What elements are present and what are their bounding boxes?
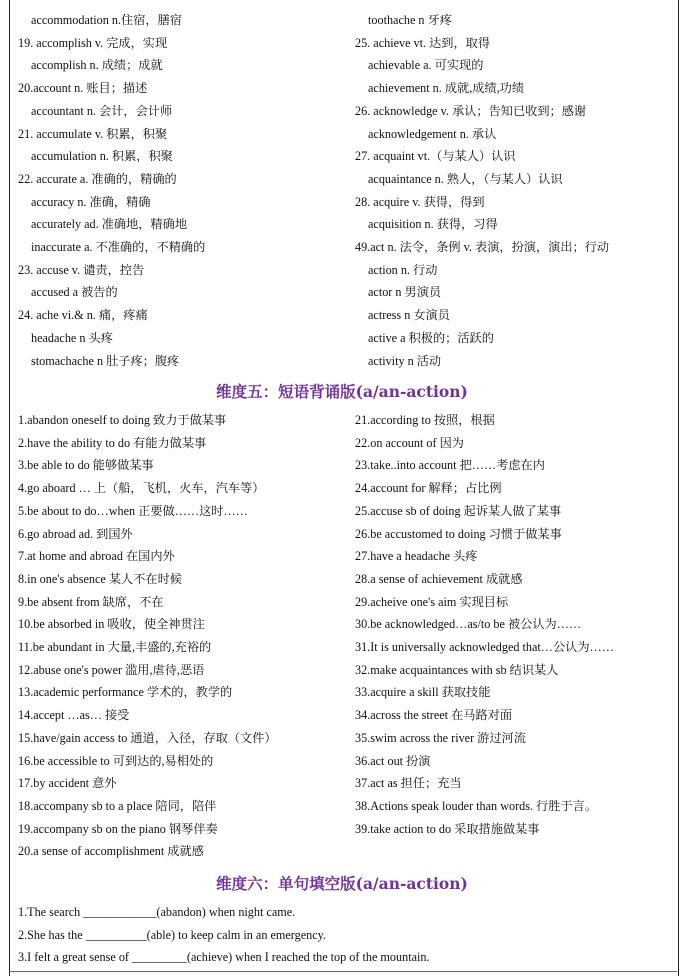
phrase-entry: 23.take..into account 把……考虑在内 [355, 458, 545, 473]
phrase-entry: 4.go aboard … 上（船，飞机，火车，汽车等） [18, 481, 265, 496]
vocab-entry: accurately ad. 准确地，精确地 [31, 217, 188, 232]
phrase-entry: 38.Actions speak louder than words. 行胜于言。 [355, 798, 598, 813]
vocab-entry: action n. 行动 [368, 262, 438, 277]
phrase-entry: 7.at home and abroad 在国内外 [18, 549, 175, 564]
phrase-entry: 30.be acknowledged…as/to be 被公认为…… [355, 617, 582, 632]
vocab-entry: acknowledgement n. 承认 [368, 126, 497, 141]
phrase-entry: 37.act as 担任；充当 [355, 776, 462, 791]
phrase-entry: 29.acheive one's aim 实现目标 [355, 594, 509, 609]
vocab-entry: 28. acquire v. 获得，得到 [355, 194, 485, 209]
phrase-entry: 24.account for 解释；占比例 [355, 481, 502, 496]
vocab-entry: inaccurate a. 不准确的，不精确的 [31, 240, 206, 254]
phrase-entry: 25.accuse sb of doing 起诉某人做了某事 [355, 503, 562, 518]
vocab-entry: accused a 被告的 [31, 285, 118, 300]
phrase-entry: 13.academic performance 学术的，教学的 [18, 685, 233, 700]
vocab-entry: 22. accurate a. 准确的，精确的 [18, 171, 177, 186]
phrase-entry: 32.make acquaintances with sb 结识某人 [355, 662, 559, 677]
phrase-entry: 5.be about to do…when 正要做……这时…… [18, 503, 248, 518]
phrase-entry: 21.according to 按照，根据 [355, 413, 495, 427]
vocab-entry: 21. accumulate v. 积累，积聚 [18, 126, 168, 141]
vocab-entry: 27. acquaint vt.（与某人）认识 [355, 149, 516, 164]
vocab-entry: accuracy n. 准确，精确 [31, 194, 151, 209]
vocab-entry: 23. accuse v. 谴责，控告 [18, 262, 145, 277]
vocab-entry: activity n 活动 [368, 353, 442, 368]
phrase-entry: 14.accept …as… 接受 [18, 708, 130, 723]
vocab-entry: 26. acknowledge v. 承认；告知已收到；感谢 [355, 103, 587, 118]
phrase-entry: 8.in one's absence 某人不在时候 [18, 571, 182, 586]
phrase-entry: 3.be able to do 能够做某事 [18, 458, 154, 473]
vocab-entry: headache n 头疼 [31, 330, 113, 345]
phrase-entry: 34.across the street 在马路对面 [355, 708, 513, 723]
vocab-entry: actress n 女演员 [368, 308, 450, 323]
phrase-entry: 2.have the ability to do 有能力做某事 [18, 435, 207, 450]
vocab-entry: achievement n. 成就,成绩,功绩 [368, 81, 525, 96]
phrase-entry: 17.by accident 意外 [18, 776, 117, 791]
phrase-entry: 15.have/gain access to 通道，入径，存取（文件） [18, 730, 277, 745]
section-heading-5: 维度五：短语背诵版(a/an-action) [216, 382, 468, 401]
phrase-entry: 18.accompany sb to a place 陪同，陪伴 [18, 798, 217, 813]
phrase-entry: 12.abuse one's power 滥用,虐待,恶语 [18, 662, 205, 677]
phrase-entry: 36.act out 扮演 [355, 753, 431, 768]
section-heading-6: 维度六：单句填空版(a/an-action) [216, 874, 468, 893]
vocab-entry: accomplish n. 成绩；成就 [31, 58, 163, 73]
vocab-entry: toothache n 牙疼 [368, 13, 452, 27]
vocab-entry: stomachache n 肚子疼；腹疼 [31, 353, 180, 368]
phrase-entry: 20.a sense of accomplishment 成就感 [18, 844, 204, 859]
phrase-entry: 26.be accustomed to doing 习惯于做某事 [355, 526, 562, 541]
fill-blank-sentence: 1.The search ____________(abandon) when night came. [18, 905, 296, 919]
phrase-entry: 28.a sense of achievement 成就感 [355, 571, 523, 586]
vocab-entry: 49.act n. 法令，条例 v. 表演，扮演，演出；行动 [355, 240, 610, 254]
vocab-entry: acquisition n. 获得，习得 [368, 217, 498, 232]
vocab-entry: actor n 男演员 [368, 285, 442, 300]
vocab-entry: 24. ache vi.& n. 痛，疼痛 [18, 308, 148, 323]
phrase-entry: 35.swim across the river 游过河流 [355, 730, 526, 745]
vocab-entry: active a 积极的；活跃的 [368, 330, 494, 345]
vocab-entry: achievable a. 可实现的 [368, 58, 484, 73]
phrase-entry: 10.be absorbed in 吸收，使全神贯注 [18, 617, 205, 632]
phrase-entry: 11.be abundant in 大量,丰盛的,充裕的 [18, 640, 212, 654]
vocab-entry: accommodation n.住宿，膳宿 [31, 13, 182, 27]
vocab-entry: 25. achieve vt. 达到，取得 [355, 35, 491, 50]
vocab-entry: acquaintance n. 熟人，（与某人）认识 [368, 171, 563, 186]
fill-blank-sentence: 2.She has the __________(able) to keep calm in an emergency. [18, 927, 326, 942]
phrase-entry: 33.acquire a skill 获取技能 [355, 685, 491, 700]
phrase-entry: 6.go abroad ad. 到国外 [18, 526, 133, 541]
phrase-entry: 16.be accessible to 可到达的,易相处的 [18, 753, 214, 768]
phrase-entry: 1.abandon oneself to doing 致力于做某事 [18, 413, 227, 427]
vocab-entry: accountant n. 会计，会计师 [31, 103, 173, 118]
bottom-rule [9, 971, 677, 972]
phrase-entry: 39.take action to do 采取措施做某事 [355, 821, 540, 836]
vocab-entry: accumulation n. 积累，积聚 [31, 149, 173, 164]
phrase-entry: 9.be absent from 缺席，不在 [18, 594, 164, 609]
vocab-entry: 20.account n. 账目；描述 [18, 81, 148, 96]
phrase-entry: 27.have a headache 头疼 [355, 549, 478, 564]
vocab-entry: 19. accomplish v. 完成，实现 [18, 35, 168, 50]
phrase-entry: 22.on account of 因为 [355, 435, 464, 450]
fill-blank-sentence: 3.I felt a great sense of _________(achieve) when I reached the top of the mountain. [18, 950, 430, 964]
phrase-entry: 19.accompany sb on the piano 钢琴伴奏 [18, 821, 218, 836]
phrase-entry: 31.It is universally acknowledged that…公认为…… [355, 640, 614, 654]
